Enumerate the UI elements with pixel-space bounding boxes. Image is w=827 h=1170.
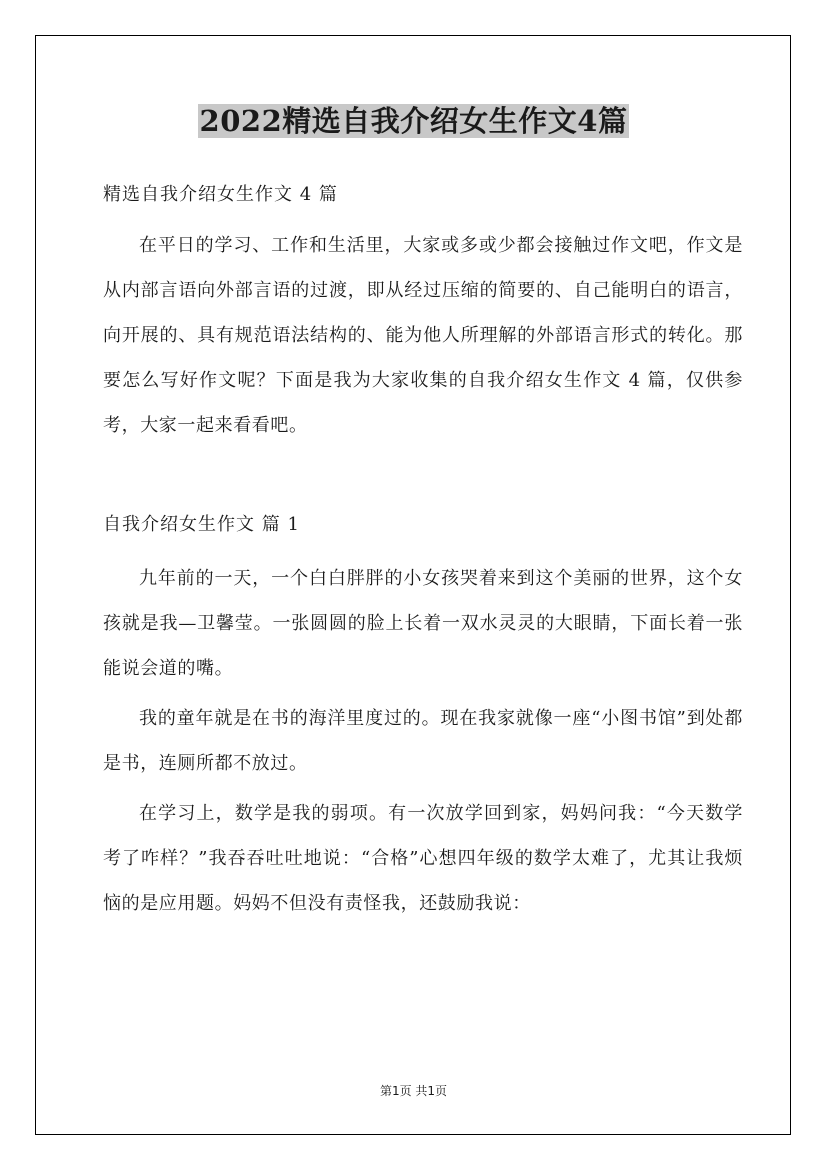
section-heading: 自我介绍女生作文 篇 1 xyxy=(103,514,300,535)
intro-paragraph: 在平日的学习、工作和生活里，大家或多或少都会接触过作文吧，作文是从内部言语向外部言语的过渡，即从经过压缩的简要的、自己能明白的语言，向开展的、具有规范语法结构的、能为他人所理解的外部语言形式的转化。那要怎么写好作文呢？下面是我为大家收集的自我介绍女生作文 4 篇，仅供参考，大家一起来看看吧。 xyxy=(103,235,743,436)
body-paragraph: 在学习上，数学是我的弱项。有一次放学回到家，妈妈问我：“今天数学考了咋样？”我吞吞吐吐地说：“合格”心想四年级的数学太难了，尤其让我烦恼的是应用题。妈妈不但没有责怪我，还鼓励我说： xyxy=(103,803,743,914)
body-paragraph: 我的童年就是在书的海洋里度过的。现在我家就像一座“小图书馆”到处都是书，连厕所都不放过。 xyxy=(103,708,743,774)
page-number: 第1页 共1页 xyxy=(379,1084,448,1098)
document-title xyxy=(0,101,827,141)
body-paragraph: 九年前的一天，一个白白胖胖的小女孩哭着来到这个美丽的世界，这个女孩就是我—卫馨莹。一张圆圆的脸上长着一双水灵灵的大眼睛，下面长着一张能说会道的嘴。 xyxy=(103,568,743,679)
title-text: 2022精选自我介绍女生作文4篇 xyxy=(199,104,628,138)
document-subtitle: 精选自我介绍女生作文 4 篇 xyxy=(103,184,338,205)
document-body xyxy=(103,178,743,926)
